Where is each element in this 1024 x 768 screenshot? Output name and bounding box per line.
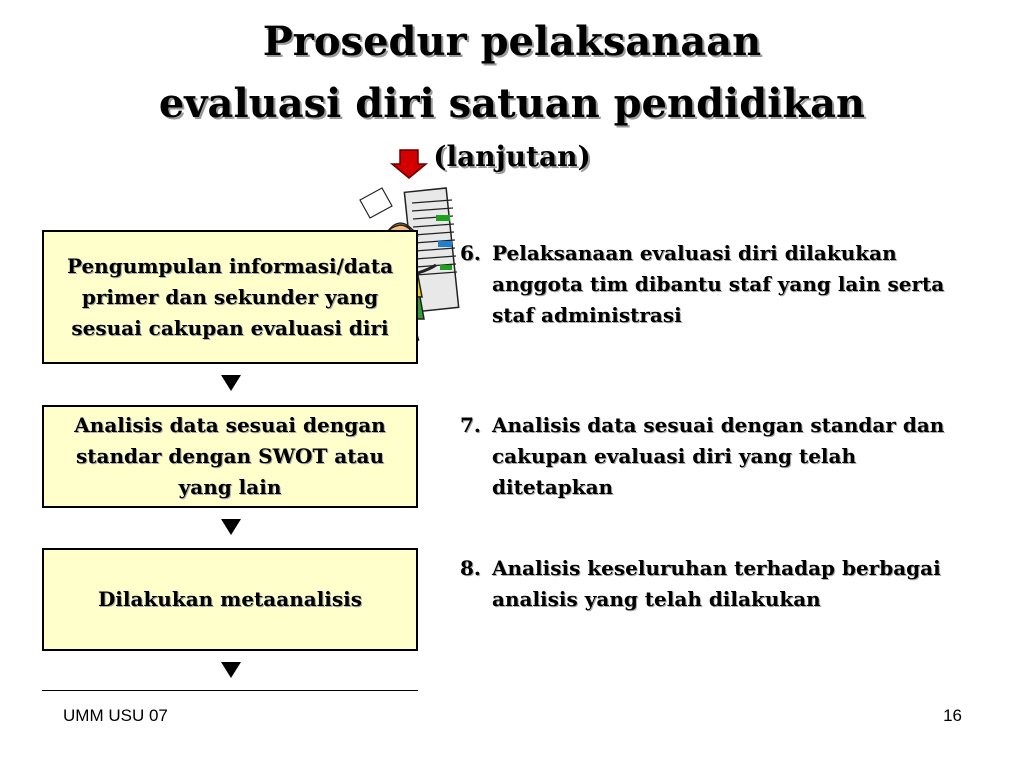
footer-label: UMM USU 07 [63,706,168,725]
step-text: Analisis data sesuai dengan standar dan cakupan evaluasi diri yang telah ditetapkan [492,413,945,499]
down-arrow-icon [219,517,243,537]
slide-title-line-1: Prosedur pelaksanaan [262,18,762,65]
step-text: Analisis keseluruhan terhadap berbagai analisis yang telah dilakukan [492,556,941,611]
page-number: 16 [943,706,962,725]
slide-subtitle: (lanjutan) [433,140,591,173]
step-item-7 [460,410,980,503]
flow-box-data-collection: Pengumpulan informasi/data primer dan sekunder yang sesuai cakupan evaluasi diri [42,230,418,364]
down-arrow-icon [219,373,243,393]
step-item-6 [460,238,980,331]
step-text: Pelaksanaan evaluasi diri dilakukan anggota tim dibantu staf yang lain serta staf administrasi [492,241,945,327]
footer-divider [42,690,418,691]
step-item-8 [460,553,980,615]
step-number: 8. [460,556,481,580]
slide-title-line-2: evaluasi diri satuan pendidikan [158,80,866,127]
step-number: 6. [460,241,481,265]
step-number: 7. [460,413,481,437]
flow-box-data-analysis: Analisis data sesuai dengan standar dengan SWOT atau yang lain [42,405,418,508]
down-arrow-icon [219,660,243,680]
flow-box-metaanalysis: Dilakukan metaanalisis [42,548,418,651]
red-down-arrow-icon [392,150,426,178]
